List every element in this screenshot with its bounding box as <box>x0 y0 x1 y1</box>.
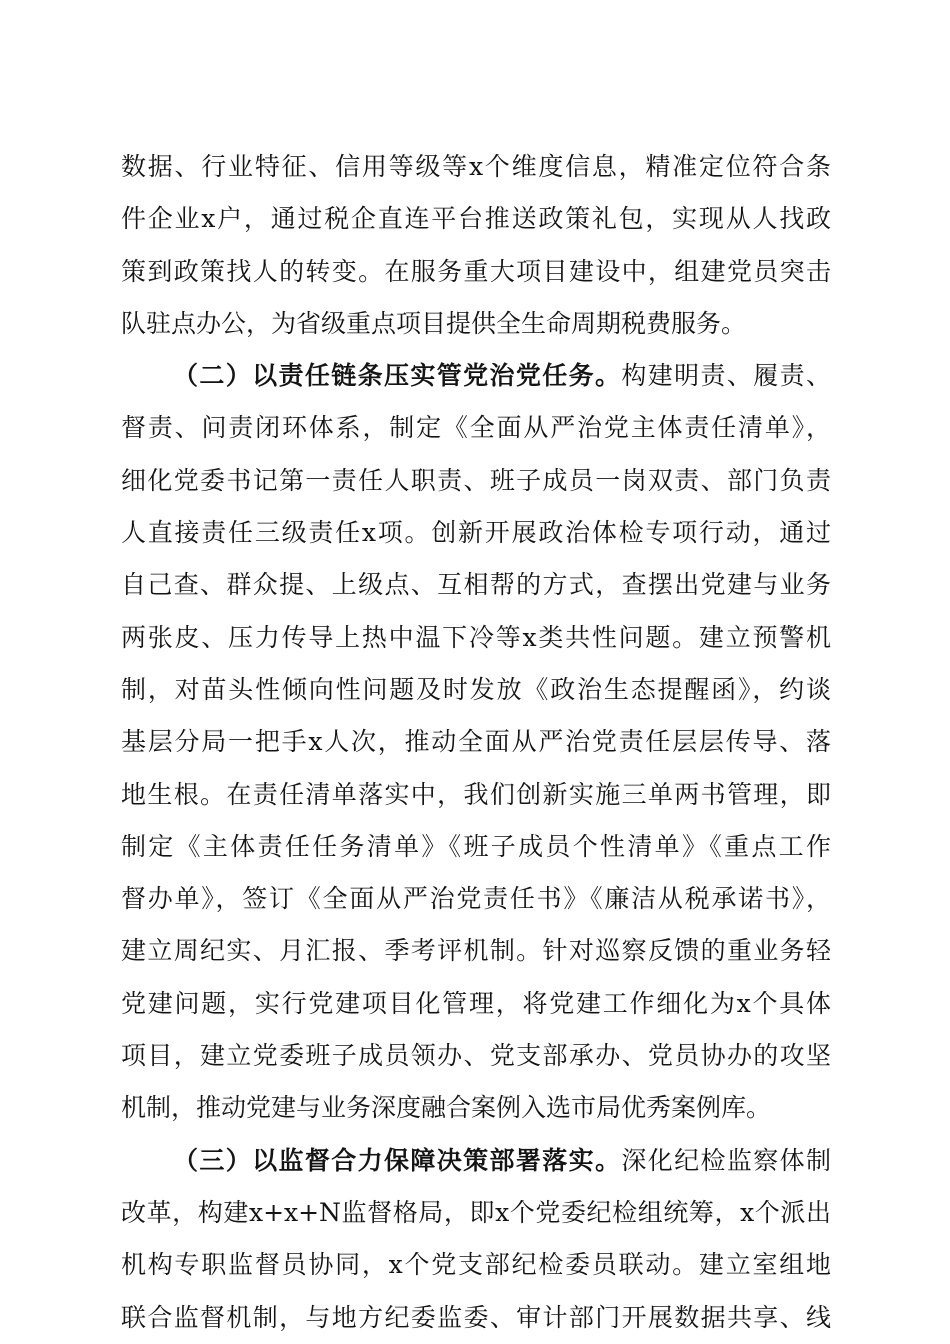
text-line: 项目，建立党委班子成员领办、党支部承办、党员协办的攻坚 <box>121 1041 831 1071</box>
text-line: 机构专职监督员协同，x个党支部纪检委员联动。建立室组地 <box>121 1250 831 1280</box>
section-three-first-line: （三）以监督合力保障决策部署落实。深化纪检监察体制 <box>173 1145 831 1175</box>
text-line: 督办单》，签订《全面从严治党责任书》《廉洁从税承诺书》， <box>121 884 831 914</box>
text-line: 数据、行业特征、信用等级等x个维度信息，精准定位符合条 <box>121 152 831 181</box>
text-line: 制定《主体责任任务清单》《班子成员个性清单》《重点工作 <box>121 831 831 861</box>
document-body <box>121 141 831 1344</box>
section-three-heading: （三）以监督合力保障决策部署落实。 <box>173 1145 622 1175</box>
text-line: 机制，推动党建与业务深度融合案例入选市局优秀案例库。 <box>121 1093 772 1123</box>
text-line: 策到政策找人的转变。在服务重大项目建设中，组建党员突击 <box>121 256 831 286</box>
text-line: 党建问题，实行党建项目化管理，将党建工作细化为x个具体 <box>121 988 831 1018</box>
text-line: 地生根。在责任清单落实中，我们创新实施三单两书管理，即 <box>121 779 831 809</box>
text-line: 建立周纪实、月汇报、季考评机制。针对巡察反馈的重业务轻 <box>121 936 831 966</box>
section-two-first-line: （二）以责任链条压实管党治党任务。构建明责、履责、 <box>173 361 831 391</box>
text-line: 细化党委书记第一责任人职责、班子成员一岗双责、部门负责 <box>121 465 831 495</box>
text-line: 自己查、群众提、上级点、互相帮的方式，查摆出党建与业务 <box>121 570 831 600</box>
text-line: 队驻点办公，为省级重点项目提供全生命周期税费服务。 <box>121 308 747 338</box>
text-line: 制，对苗头性倾向性问题及时发放《政治生态提醒函》，约谈 <box>121 674 831 704</box>
text-line: 两张皮、压力传导上热中温下冷等x类共性问题。建立预警机 <box>121 622 831 652</box>
text-line: 件企业x户，通过税企直连平台推送政策礼包，实现从人找政 <box>121 204 831 234</box>
section-two-heading: （二）以责任链条压实管党治党任务。 <box>173 361 622 391</box>
text-line: 人直接责任三级责任x项。创新开展政治体检专项行动，通过 <box>121 518 831 548</box>
text-line: 基层分局一把手x人次，推动全面从严治党责任层层传导、落 <box>121 727 831 757</box>
text-line: 督责、问责闭环体系，制定《全面从严治党主体责任清单》， <box>121 413 831 443</box>
text-line: 联合监督机制，与地方纪委监委、审计部门开展数据共享、线 <box>121 1302 831 1332</box>
text-line: 改革，构建x+x+N监督格局，即x个党委纪检组统筹，x个派出 <box>121 1197 831 1227</box>
